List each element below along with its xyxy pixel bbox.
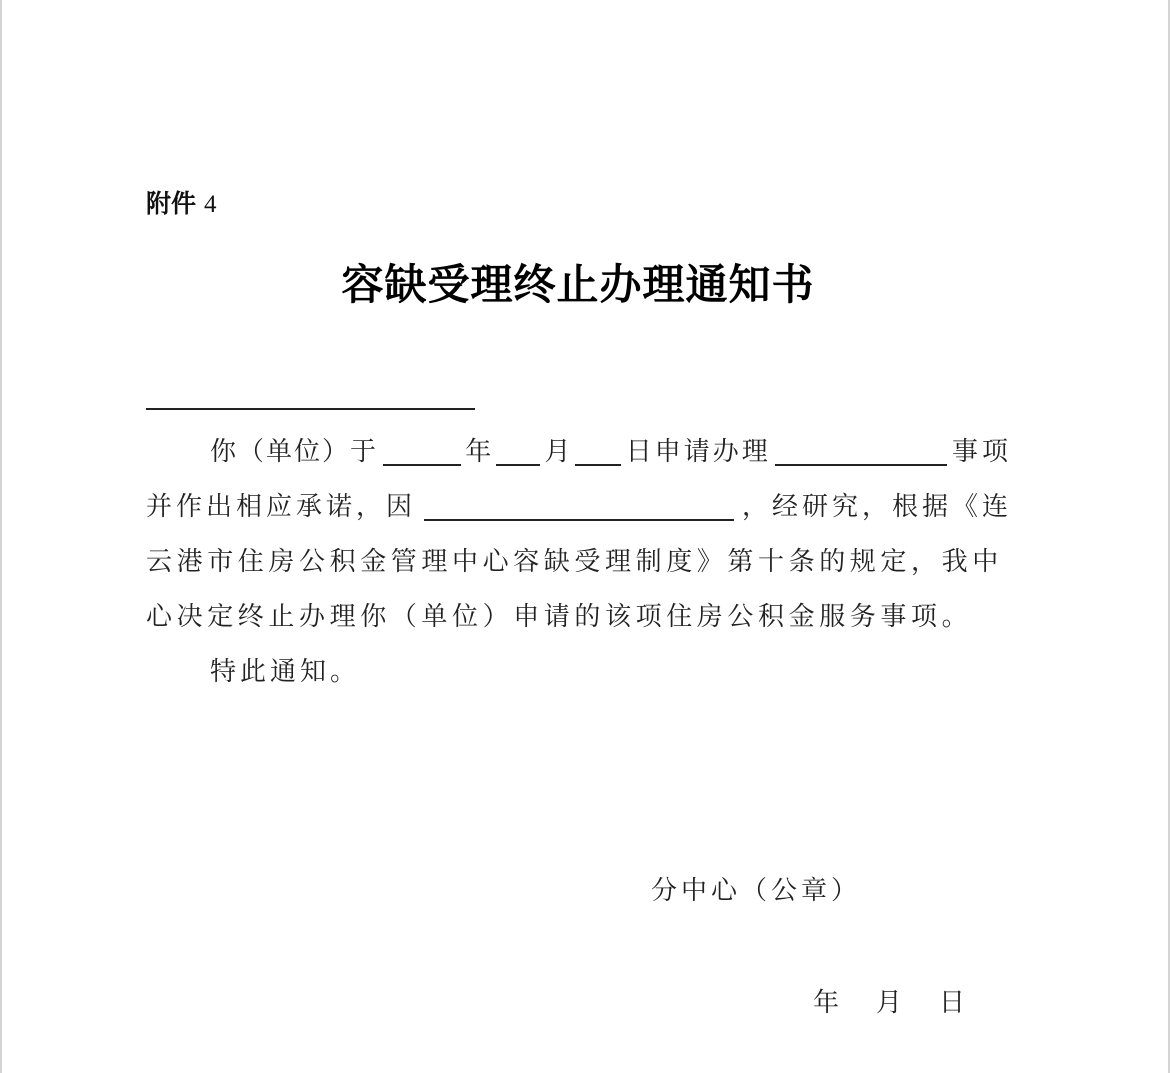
text-year: 年 bbox=[465, 437, 492, 467]
paragraph-line-3: 云港市住房公积金管理中心容缺受理制度》第十条的规定，我中 bbox=[146, 547, 1003, 577]
text-day-apply: 日申请办理 bbox=[625, 437, 771, 467]
text-matter: 事项 bbox=[951, 437, 1012, 467]
blank-day bbox=[575, 438, 621, 466]
blank-reason bbox=[424, 493, 734, 521]
date-day: 日 bbox=[938, 988, 965, 1018]
page-edge-left bbox=[0, 0, 2, 1073]
text-you-unit: 你（单位）于 bbox=[210, 437, 379, 467]
signature-date bbox=[813, 982, 965, 1019]
blank-year bbox=[383, 438, 461, 466]
recipient-blank-line bbox=[146, 408, 475, 410]
date-year: 年 bbox=[813, 988, 840, 1018]
closing-text: 特此通知。 bbox=[210, 657, 361, 687]
text-research: ，经研究，根据《连 bbox=[741, 492, 1012, 522]
document-title: 容缺受理终止办理通知书 bbox=[341, 260, 815, 309]
stamp-text: 分中心（公章） bbox=[651, 876, 862, 906]
attachment-text: 附件 bbox=[146, 189, 197, 218]
text-commitment: 并作出相应承诺，因 bbox=[146, 492, 417, 522]
blank-matter bbox=[775, 438, 947, 466]
date-month: 月 bbox=[875, 988, 902, 1018]
paragraph-line-1 bbox=[210, 432, 1012, 472]
blank-month bbox=[496, 438, 540, 466]
paragraph-line-2 bbox=[146, 487, 1012, 527]
attachment-number: 4 bbox=[204, 191, 217, 218]
attachment-label bbox=[146, 184, 217, 220]
text-month: 月 bbox=[544, 437, 571, 467]
paragraph-line-4: 心决定终止办理你（单位）申请的该项住房公积金服务事项。 bbox=[146, 602, 973, 632]
